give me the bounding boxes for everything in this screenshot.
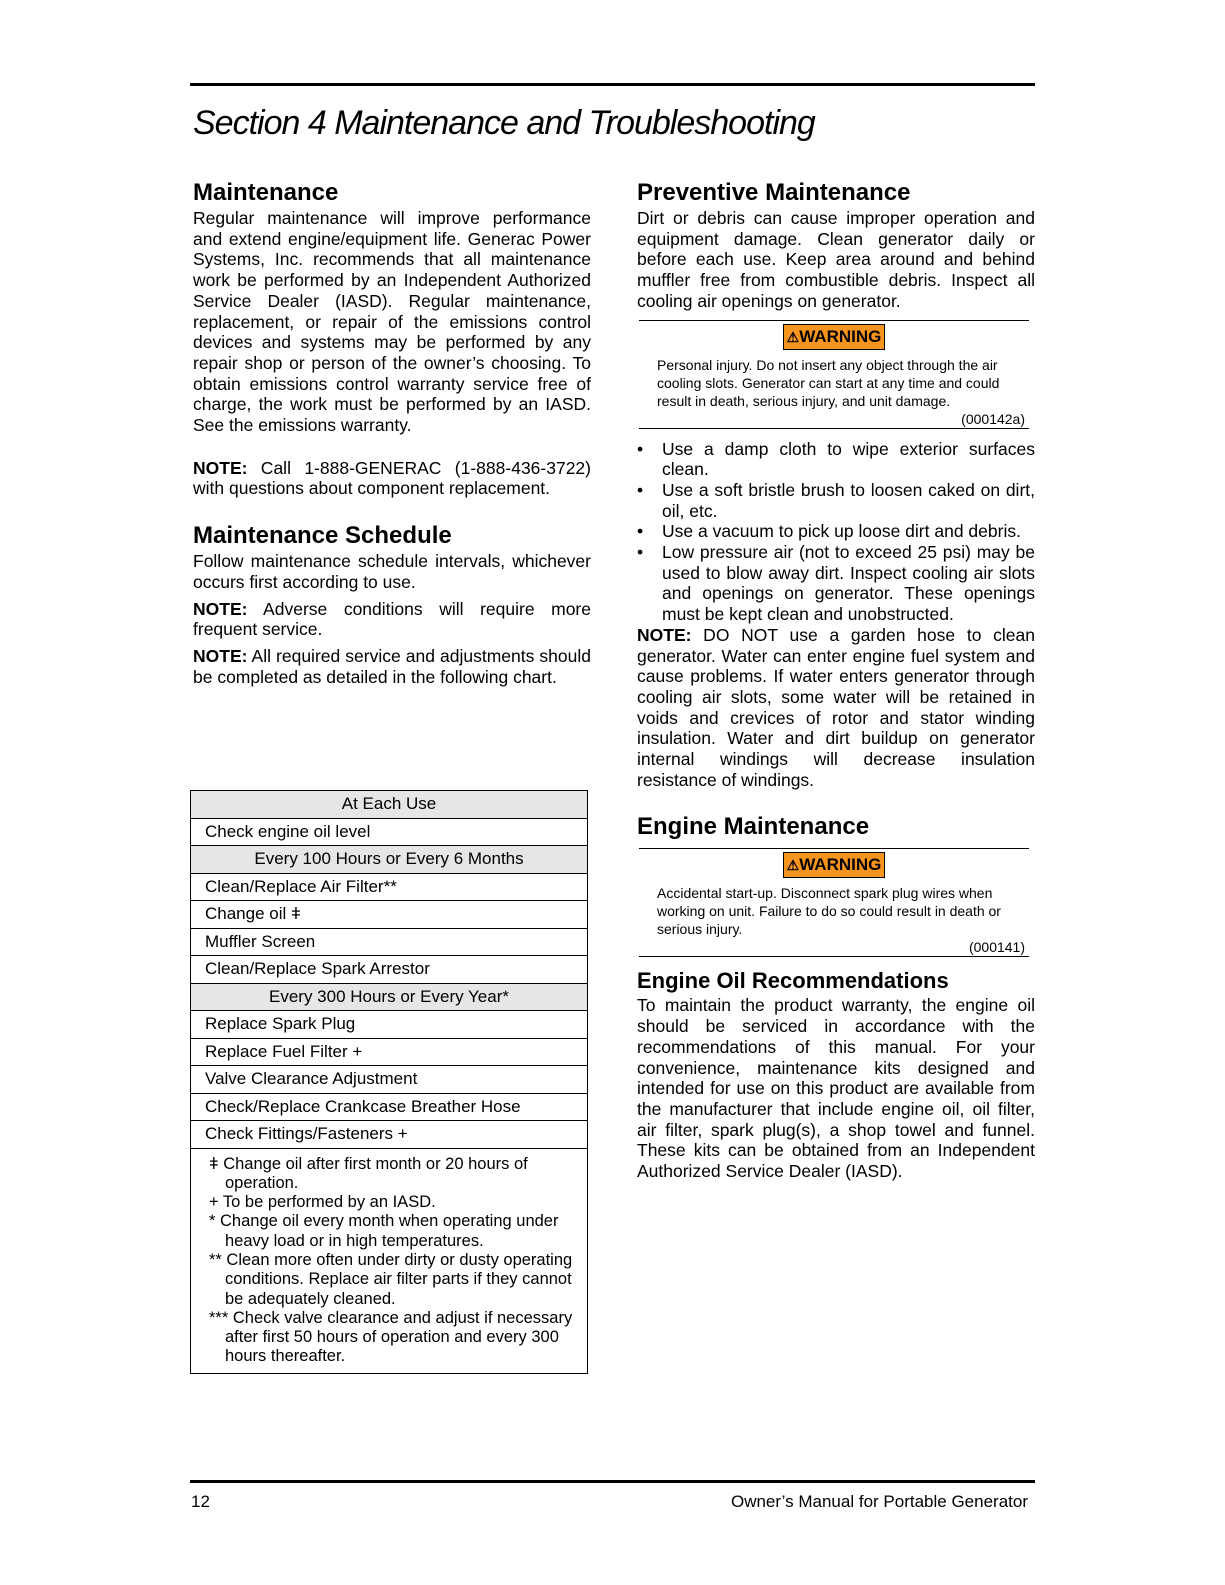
warning-triangle-icon: ⚠ <box>786 328 800 345</box>
maintenance-heading: Maintenance <box>193 179 339 206</box>
left-column <box>193 178 591 687</box>
list-item: • Low pressure air (not to exceed 25 psi) may be used to blow away dirt. Inspect cooling air slots and openings on generator. These openings must be kept clean and unobstructed. <box>637 542 1035 625</box>
section-title: Section 4 Maintenance and Troubleshooting <box>193 104 815 142</box>
bottom-rule <box>190 1480 1035 1483</box>
table-footnotes <box>191 1148 588 1373</box>
list-item: • Use a soft bristle brush to loosen caked on dirt, oil, etc. <box>637 480 1035 521</box>
maintenance-schedule-table <box>190 790 588 1374</box>
table-header-each-use: At Each Use <box>191 791 588 819</box>
page-number: 12 <box>191 1492 210 1511</box>
note-call-generac <box>193 458 591 499</box>
note-required-service <box>193 646 591 687</box>
warning-badge <box>783 852 886 878</box>
list-item: • Use a vacuum to pick up loose dirt and debris. <box>637 521 1035 542</box>
note-label: NOTE: <box>193 645 248 666</box>
footnote: + To be performed by an IASD. <box>209 1193 436 1212</box>
table-row: Replace Spark Plug <box>191 1011 588 1039</box>
maintenance-schedule-heading: Maintenance Schedule <box>193 522 452 550</box>
table-row: Muffler Screen <box>191 928 588 956</box>
table-header-100-hours: Every 100 Hours or Every 6 Months <box>191 846 588 874</box>
note-label: NOTE: <box>193 598 248 619</box>
table-row: Change oil ǂ <box>191 901 588 929</box>
note-garden-hose <box>637 625 1035 791</box>
footer-title: Owner’s Manual for Portable Generator <box>730 1492 1028 1511</box>
note-text: Adverse conditions will require more frequent service. <box>193 598 591 640</box>
footnote: ǂ Change oil after first month or 20 hours of operation. <box>209 1154 528 1192</box>
footnote: * Change oil every month when operating under heavy load or in high temperatures. <box>209 1212 559 1250</box>
table-row: Replace Fuel Filter + <box>191 1038 588 1066</box>
schedule-paragraph: Follow maintenance schedule intervals, whichever occurs first according to use. <box>193 551 591 592</box>
table-row: Check engine oil level <box>191 818 588 846</box>
warning-label: WARNING <box>799 326 882 346</box>
warning-text: Accidental start-up. Disconnect spark plug wires when working on unit. Failure to do so could result in death or serious injury. <box>657 885 1001 938</box>
warning-code: (000142a) <box>961 410 1025 427</box>
warning-triangle-icon: ⚠ <box>786 857 800 874</box>
table-row: Check Fittings/Fasteners + <box>191 1121 588 1149</box>
preventive-paragraph: Dirt or debris can cause improper operation and equipment damage. Clean generator daily or before each use. Keep area around and behind muffler free from combustible debris. Inspect all cooling air openings on generator. <box>637 208 1035 311</box>
table-row: Clean/Replace Air Filter** <box>191 873 588 901</box>
note-text: Call 1-888-GENERAC (1-888-436-3722) with questions about component replacement. <box>193 457 591 499</box>
engine-maintenance-heading: Engine Maintenance <box>637 813 870 841</box>
note-text: DO NOT use a garden hose to clean generator. Water can enter engine fuel system and cause problems. If water enters generator through cooling air slots, some water will be retained in voids and crevices of rotor and stator winding insulation. Water and dirt buildup on generator internal windings will decrease insulation resistance of windings. <box>637 624 1035 790</box>
warning-box-personal-injury <box>639 320 1029 429</box>
engine-oil-heading: Engine Oil Recommendations <box>637 968 949 994</box>
cleaning-bullet-list <box>637 439 1035 625</box>
note-adverse-conditions <box>193 599 591 640</box>
top-rule <box>190 83 1035 86</box>
table-row: Valve Clearance Adjustment <box>191 1066 588 1094</box>
note-label: NOTE: <box>637 624 692 645</box>
warning-text: Personal injury. Do not insert any object through the air cooling slots. Generator can start at any time and could result in death, serious injury, and unit damage. <box>657 356 1000 409</box>
engine-oil-paragraph: To maintain the product warranty, the engine oil should be serviced in accordance with the recommendations of this manual. For your convenience, maintenance kits designed and intended for use on this product are available from the manufacturer that include engine oil, oil filter, air filter, spark plug(s), a shop towel and funnel. These kits can be obtained from an Independent Authorized Service Dealer (IASD). <box>637 995 1035 1182</box>
footnote: *** Check valve clearance and adjust if necessary after first 50 hours of operation and every 300 hours thereafter. <box>209 1308 573 1366</box>
right-column <box>637 178 1035 1182</box>
table-header-300-hours: Every 300 Hours or Every Year* <box>191 983 588 1011</box>
table-row: Check/Replace Crankcase Breather Hose <box>191 1093 588 1121</box>
maintenance-paragraph: Regular maintenance will improve performance and extend engine/equipment life. Generac Power Systems, Inc. recommends that all maintenance work be performed by an Independent Authorized Service Dealer (IASD). Regular maintenance, replacement, or repair of the emissions control devices and systems may be performed by any repair shop or person of the owner’s choosing. To obtain emissions control warranty service free of charge, the work must be performed by an IASD. See the emissions warranty. <box>193 208 591 436</box>
note-label: NOTE: <box>193 457 248 478</box>
warning-box-accidental-startup <box>639 848 1029 957</box>
table-row: Clean/Replace Spark Arrestor <box>191 956 588 984</box>
footnote: ** Clean more often under dirty or dusty operating conditions. Replace air filter parts if they cannot be adequately cleaned. <box>209 1250 573 1308</box>
preventive-maintenance-heading: Preventive Maintenance <box>637 179 911 206</box>
list-item: • Use a damp cloth to wipe exterior surfaces clean. <box>637 439 1035 480</box>
warning-code: (000141) <box>968 939 1025 956</box>
warning-label: WARNING <box>799 855 882 875</box>
warning-badge <box>783 324 886 350</box>
note-text: All required service and adjustments should be completed as detailed in the following chart. <box>193 645 591 687</box>
